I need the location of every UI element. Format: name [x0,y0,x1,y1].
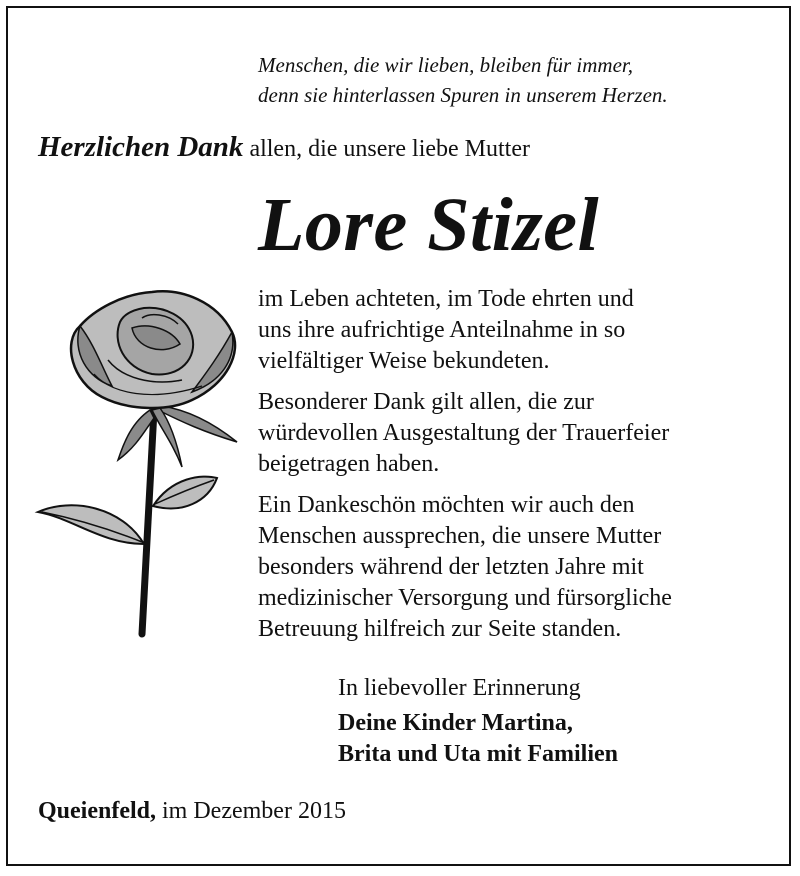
place-date [38,798,346,825]
paragraph-line: würdevollen Ausgestaltung der Trauerfeier [258,420,670,446]
paragraph-line: im Leben achteten, im Tode ehrten und [258,286,634,312]
thanks-body [258,284,778,655]
signers-line-2: Brita und Uta mit Familien [338,741,618,767]
signers [338,708,618,770]
closing-line: In liebevoller Erinnerung [338,675,581,701]
intro-rest: allen, die unsere liebe Mutter [249,136,530,162]
paragraph-1 [258,284,778,377]
paragraph-line: besonders während der letzten Jahre mit [258,554,644,580]
rose-illustration [32,282,247,642]
motto [258,50,668,110]
paragraph-line: Menschen aussprechen, die unsere Mutter [258,523,662,549]
paragraph-line: uns ihre aufrichtige Anteilnahme in so [258,317,626,343]
paragraph-3 [258,490,778,645]
paragraph-line: Ein Dankeschön möchten wir auch den [258,492,635,518]
paragraph-line: medizinischer Versorgung und fürsorgliche [258,585,672,611]
date-text: im Dezember 2015 [162,798,346,824]
place-name: Queienfeld, [38,798,156,824]
paragraph-line: Betreuung hilfreich zur Seite standen. [258,616,622,642]
paragraph-line: Besonderer Dank gilt allen, die zur [258,389,594,415]
paragraph-2 [258,387,778,480]
motto-line-2: denn sie hinterlassen Spuren in unserem Herzen. [258,83,668,107]
intro-line [38,131,530,164]
paragraph-line: vielfältiger Weise bekundeten. [258,348,550,374]
paragraph-line: beigetragen haben. [258,451,440,477]
motto-line-1: Menschen, die wir lieben, bleiben für immer, [258,53,634,77]
intro-emphasis: Herzlichen Dank [38,131,244,163]
signers-line-1: Deine Kinder Martina, [338,710,573,736]
deceased-name: Lore Stizel [258,183,600,267]
